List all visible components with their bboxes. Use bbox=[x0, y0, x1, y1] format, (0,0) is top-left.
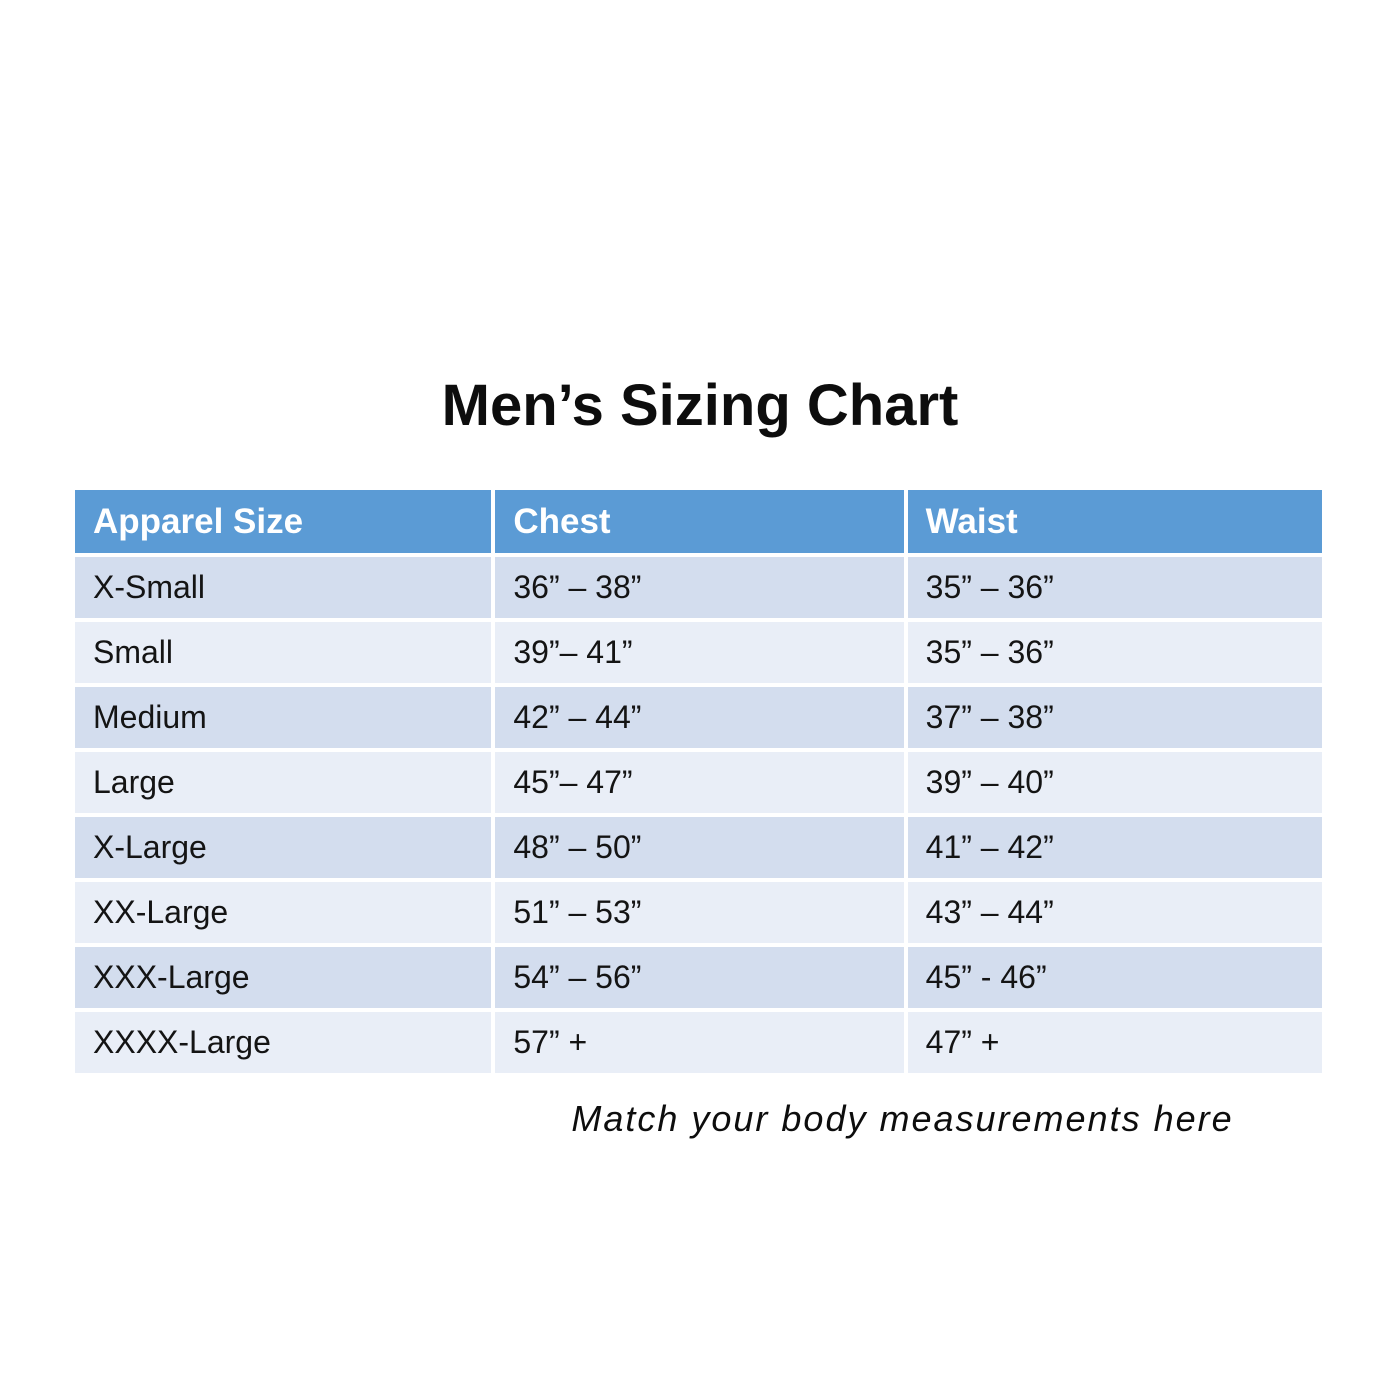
chest-cell: 42” – 44” bbox=[495, 687, 903, 748]
table-row bbox=[75, 817, 1322, 878]
apparel-size-cell: X-Large bbox=[75, 817, 491, 878]
chest-cell: 36” – 38” bbox=[495, 557, 903, 618]
table-row bbox=[75, 687, 1322, 748]
chest-cell: 57” + bbox=[495, 1012, 903, 1073]
apparel-size-cell: X-Small bbox=[75, 557, 491, 618]
table-header-row bbox=[75, 490, 1322, 553]
apparel-size-cell: Medium bbox=[75, 687, 491, 748]
apparel-size-cell: Large bbox=[75, 752, 491, 813]
table-row bbox=[75, 622, 1322, 683]
chest-cell: 45”– 47” bbox=[495, 752, 903, 813]
sizing-table-container bbox=[71, 486, 1326, 1077]
table-row bbox=[75, 557, 1322, 618]
caption-text: Match your body measurements here bbox=[571, 1098, 1234, 1139]
waist-cell: 37” – 38” bbox=[908, 687, 1322, 748]
apparel-size-cell: XXXX-Large bbox=[75, 1012, 491, 1073]
waist-cell: 35” – 36” bbox=[908, 557, 1322, 618]
table-row bbox=[75, 882, 1322, 943]
header-cell-chest: Chest bbox=[495, 490, 903, 553]
header-cell-apparel-size: Apparel Size bbox=[75, 490, 491, 553]
sizing-table bbox=[71, 486, 1326, 1077]
apparel-size-cell: XXX-Large bbox=[75, 947, 491, 1008]
header-cell-waist: Waist bbox=[908, 490, 1322, 553]
chest-cell: 48” – 50” bbox=[495, 817, 903, 878]
waist-cell: 35” – 36” bbox=[908, 622, 1322, 683]
waist-cell: 47” + bbox=[908, 1012, 1322, 1073]
page-title: Men’s Sizing Chart bbox=[441, 373, 959, 438]
table-row bbox=[75, 1012, 1322, 1073]
waist-cell: 43” – 44” bbox=[908, 882, 1322, 943]
chest-cell: 54” – 56” bbox=[495, 947, 903, 1008]
waist-cell: 39” – 40” bbox=[908, 752, 1322, 813]
chest-cell: 51” – 53” bbox=[495, 882, 903, 943]
table-row bbox=[75, 947, 1322, 1008]
waist-cell: 45” - 46” bbox=[908, 947, 1322, 1008]
table-row bbox=[75, 752, 1322, 813]
chest-cell: 39”– 41” bbox=[495, 622, 903, 683]
waist-cell: 41” – 42” bbox=[908, 817, 1322, 878]
apparel-size-cell: Small bbox=[75, 622, 491, 683]
apparel-size-cell: XX-Large bbox=[75, 882, 491, 943]
